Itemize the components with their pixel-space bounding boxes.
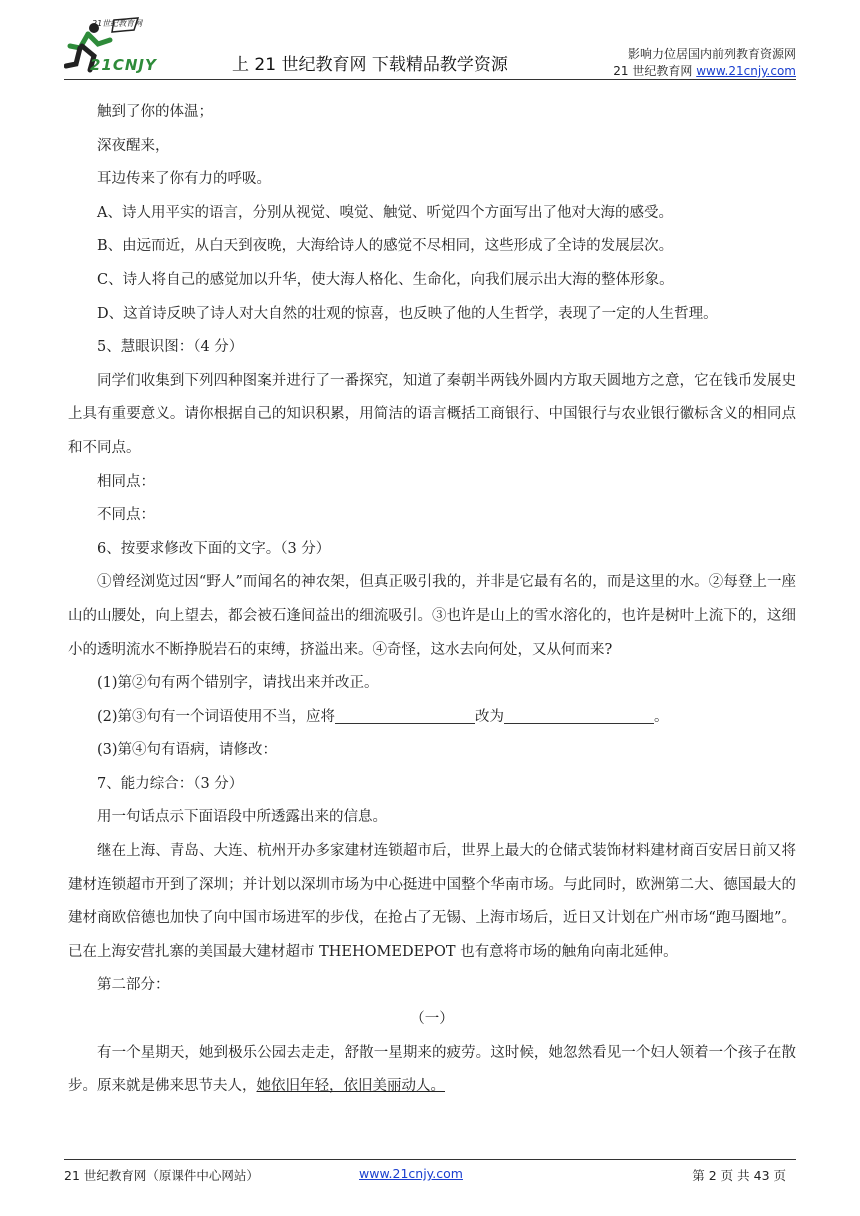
logo-caption: 21世纪教育网 [92, 19, 143, 28]
poem-line: 耳边传来了你有力的呼吸。 [97, 171, 271, 188]
footer-divider [64, 1159, 796, 1160]
story-text: 有一个星期天，她到极乐公园去走走，舒散一星期来的疲劳。这时候，她忽然看见一个妇人领着一个孩子在散步。原来就是佛来思节夫人， [68, 1044, 796, 1095]
option-c: C、诗人将自己的感觉加以升华，使大海人格化、生命化，向我们展示出大海的整体形象。 [97, 271, 674, 288]
option-d: D、这首诗反映了诗人对大自然的壮观的惊喜，也反映了他的人生哲学，表现了一定的人生哲理。 [97, 305, 718, 322]
site-line [613, 63, 796, 80]
section-title: （一） [410, 1011, 454, 1028]
footer-site: 21 世纪教育网（原课件中心网站） [64, 1168, 259, 1183]
difference-prompt: 不同点： [97, 507, 155, 524]
slogan-line: 影响力位居国内前列教育资源网 [627, 47, 796, 61]
site-logo[interactable] [64, 16, 188, 78]
q2-text-b: 改为 [475, 708, 505, 725]
question-5-title: 5、慧眼识图：（4 分） [97, 339, 244, 356]
q2-text-a: (2)第③句有一个词语使用不当，应将 [97, 708, 336, 725]
question-6-3: (3)第④句有语病，请修改： [97, 742, 278, 759]
underlined-sentence: 她依旧年轻，依旧美丽动人。 [256, 1078, 445, 1095]
part-two-title: 第二部分： [97, 977, 170, 994]
logo-wordmark: 21CNJY [90, 56, 157, 74]
q2-text-c: 。 [654, 708, 669, 725]
question-7-passage: 继在上海、青岛、大连、杭州开办多家建材连锁超市后，世界上最大的仓储式装饰材料建材商百安居日前又将建材连锁超市开到了深圳；并计划以深圳市场为中心挺进中国整个华南市场。与此同时，欧洲第二大、德国最大的建材商欧倍德也加快了向中国市场进军的步伐，在抢占了无锡、上海市场后，近日又计划在广州市场“跑马圈地”。已在上海安营扎寨的美国最大建材超市 THEHOMEDEPOT 也有意将市场的触角向南北延伸。 [68, 843, 796, 960]
question-5-text: 同学们收集到下列四种图案并进行了一番探究，知道了秦朝半两钱外圆内方取天圆地方之意，它在钱币发展史上具有重要意义。请你根据自己的知识积累，用简洁的语言概括工商银行、中国银行与农业银行徽标含义的相同点和不同点。 [68, 372, 796, 456]
document-body [68, 96, 796, 1104]
answer-blank[interactable] [504, 707, 654, 724]
story-paragraph [68, 1037, 796, 1104]
option-a: A、诗人用平实的语言，分别从视觉、嗅觉、触觉、听觉四个方面写出了他对大海的感受。 [97, 204, 673, 221]
answer-blank[interactable] [335, 707, 475, 724]
page-number: 第 2 页 共 43 页 [692, 1168, 786, 1183]
question-6-2 [68, 701, 796, 735]
question-6-title: 6、按要求修改下面的文字。（3 分） [97, 540, 331, 557]
question-7-prompt: 用一句话点示下面语段中所透露出来的信息。 [97, 809, 387, 826]
site-link[interactable]: www.21cnjy.com [696, 64, 796, 78]
footer-link[interactable]: www.21cnjy.com [359, 1166, 463, 1181]
poem-line: 深夜醒来， [97, 137, 170, 154]
header-slogan [613, 46, 796, 80]
option-b: B、由远而近，从白天到夜晚，大海给诗人的感觉不尽相同，这些形成了全诗的发展层次。 [97, 238, 674, 255]
question-6-passage: ①曾经浏览过因“野人”而闻名的神农架，但真正吸引我的，并非是它最有名的，而是这里的水。②每登上一座山的山腰处，向上望去，都会被石逢间益出的细流吸引。③也许是山上的雪水溶化的，也许是树叶上流下的，这细小的透明流水不断挣脱岩石的束缚，挤溢出来。④奇怪，这水去向何处，又从何而来? [68, 574, 796, 658]
poem-line: 触到了你的体温； [97, 104, 213, 120]
page-header [64, 10, 796, 82]
site-name: 21 世纪教育网 [613, 64, 697, 78]
header-title: 上 21 世纪教育网 下载精品教学资源 [232, 55, 508, 75]
similarity-prompt: 相同点： [97, 473, 155, 490]
header-divider [64, 79, 796, 80]
question-7-title: 7、能力综合：（3 分） [97, 775, 244, 792]
question-6-1: (1)第②句有两个错别字，请找出来并改正。 [97, 675, 379, 692]
